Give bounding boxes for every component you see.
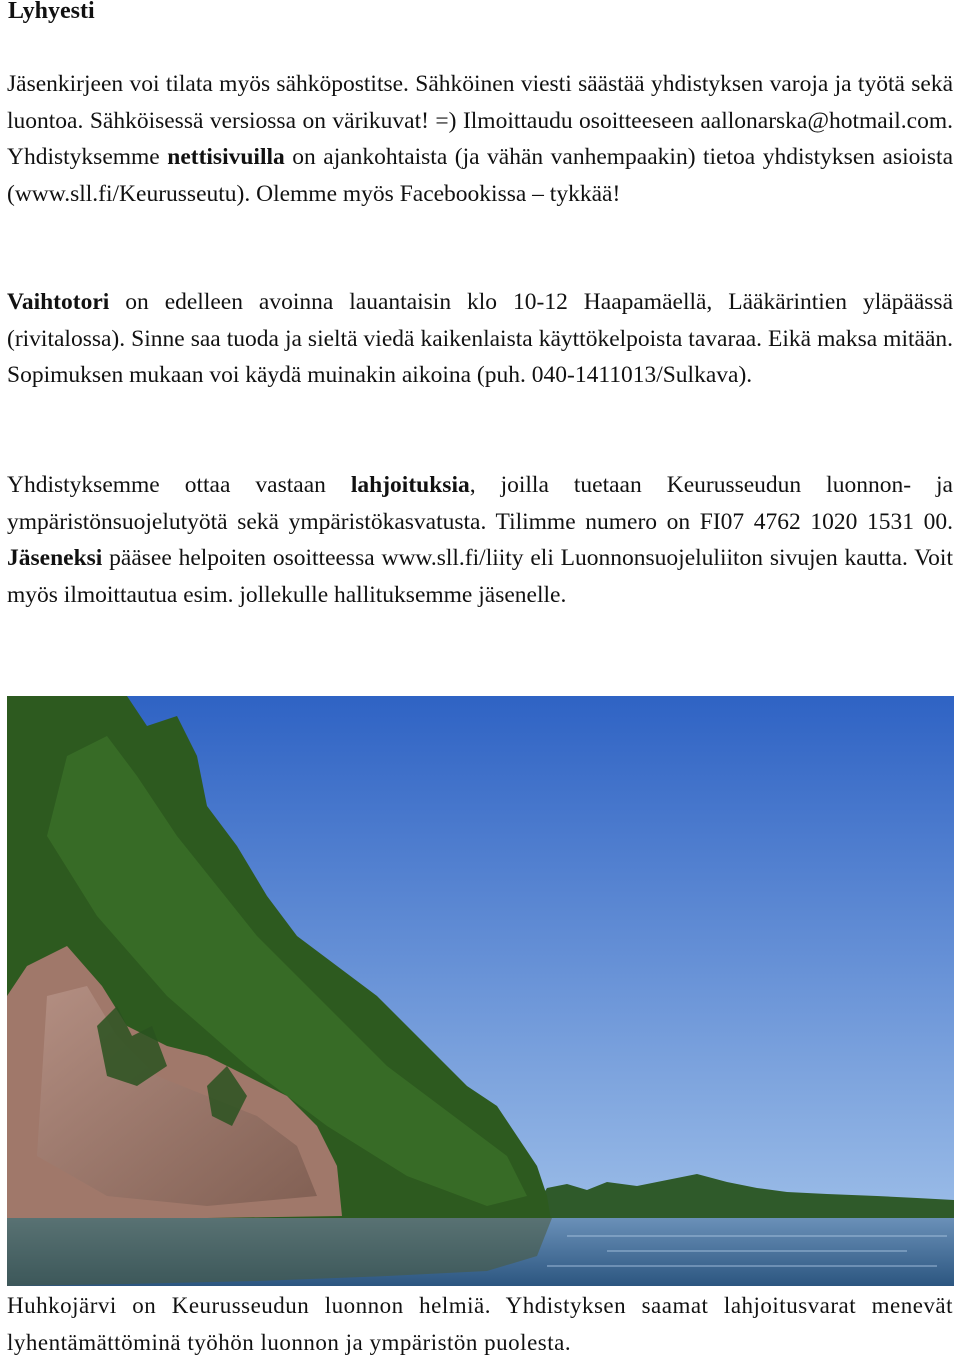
- p3-bold-membership: Jäseneksi: [7, 545, 103, 571]
- p3-text-1: Yhdistyksemme ottaa vastaan: [7, 472, 351, 498]
- p1-text-1: Jäsenkirjeen voi tilata myös sähköpostitse. Sähköinen viesti säästää yhdistyksen varoja ja työtä sekä luontoa. Sähköisessä versiossa on värikuvat! =) Ilmoittaudu osoitteeseen aallonarska@hotmail.com. Yhdistyksemme: [7, 71, 953, 170]
- p3-text-3: pääsee helpoiten osoitteessa www.sll.fi/liity eli Luonnonsuojeluliiton sivujen kautta. Voit myös ilmoittautua esim. jollekulle hallituksemme jäsenelle.: [7, 545, 953, 608]
- paragraph-donations: [7, 467, 953, 613]
- p3-bold-donations: lahjoituksia: [350, 472, 470, 498]
- paragraph-swap-market: [7, 284, 953, 394]
- p1-text-2: on ajankohtaista (ja vähän vanhempaakin) tietoa yhdistyksen asioista (www.sll.fi/Keurusseutu). Olemme myös Facebookissa – tykkää!: [7, 144, 953, 207]
- paragraph-newsletter: [7, 66, 953, 212]
- p1-bold-websites: nettisivuilla: [167, 144, 285, 170]
- p2-bold-swap-market: Vaihtotori: [7, 289, 110, 315]
- p3-text-2: , joilla tuetaan Keurusseudun luonnon- ja ympäristönsuojelutyötä sekä ympäristökasvatusta. Tilimme numero on FI07 4762 1020 1531 00.: [7, 472, 953, 535]
- lake-photo: [7, 696, 954, 1286]
- page-heading: Lyhyesti: [8, 0, 95, 24]
- photo-caption: Huhkojärvi on Keurusseudun luonnon helmiä. Yhdistyksen saamat lahjoitusvarat menevät lyhentämättöminä työhön luonnon ja ympäristön puolesta.: [7, 1293, 953, 1355]
- p2-text-1: on edelleen avoinna lauantaisin klo 10-12 Haapamäellä, Lääkärintien yläpäässä (rivitalossa). Sinne saa tuoda ja sieltä viedä kaikenlaista käyttökelpoista tavaraa. Eikä maksa mitään. Sopimuksen mukaan voi käydä muinakin aikoina (puh. 040-1411013/Sulkava).: [7, 289, 953, 388]
